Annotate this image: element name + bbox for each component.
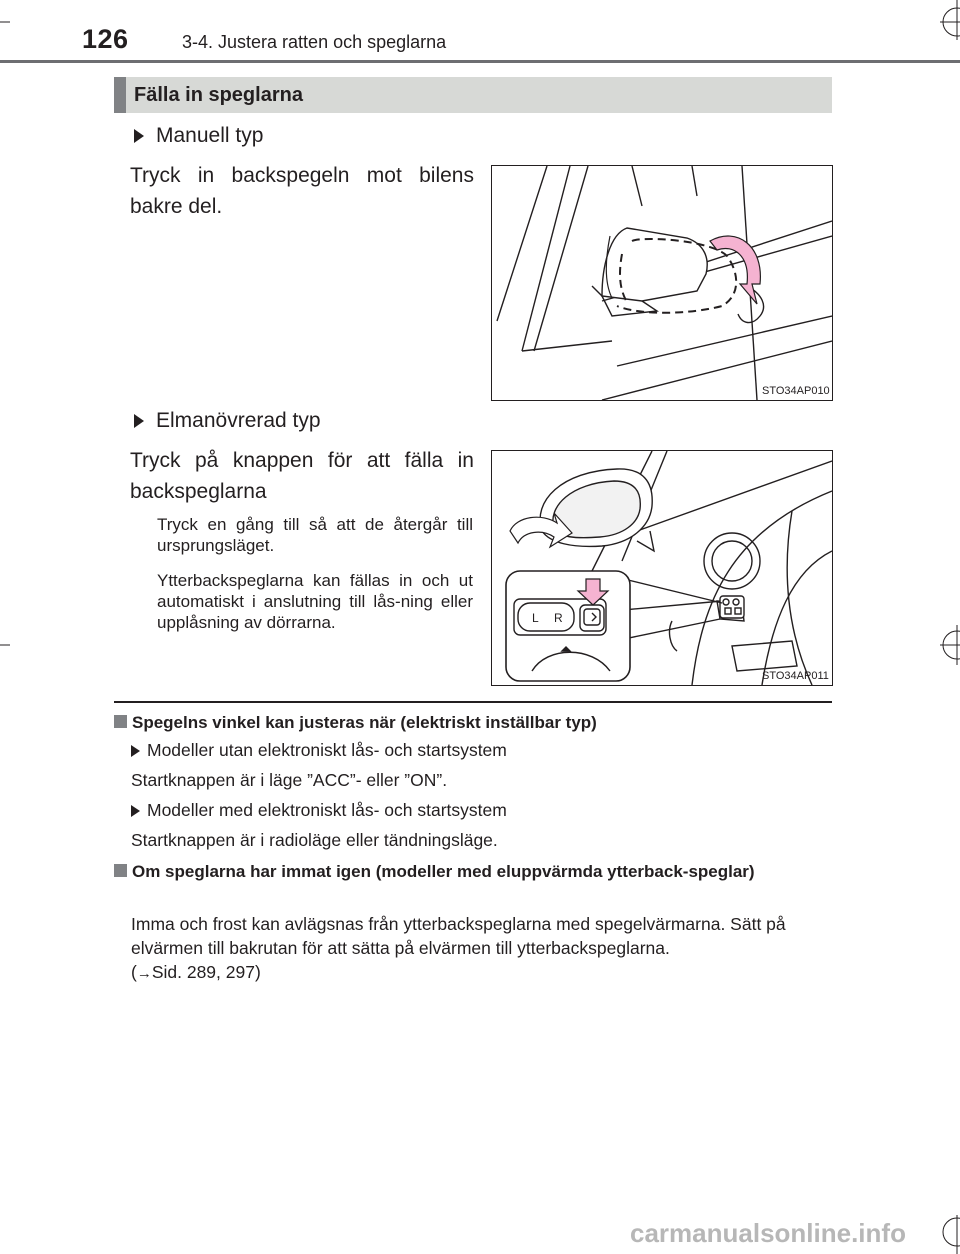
close-paren: ) — [254, 962, 261, 982]
triangle-bullet-icon — [131, 745, 140, 757]
triangle-bullet-icon — [131, 805, 140, 817]
square-bullet-icon — [114, 864, 127, 877]
electric-type-heading-text: Elmanövrerad typ — [156, 409, 321, 432]
model2-heading-text: Modeller med elektroniskt lås- och startsystem — [147, 800, 507, 820]
model2-heading — [131, 798, 507, 822]
model1-heading-text: Modeller utan elektroniskt lås- och startsystem — [147, 740, 507, 760]
section-divider — [114, 701, 832, 703]
fog-note-heading-text: Om speglarna har immat igen (modeller med eluppvärmda ytterback-speglar) — [132, 862, 755, 881]
figure-code-2: STO34AP011 — [762, 670, 829, 682]
electric-mirror-illustration — [492, 451, 832, 685]
figure-manual-mirror — [491, 165, 833, 401]
switch-right-label: R — [554, 611, 563, 625]
electric-type-text: Tryck på knappen för att fälla in backspeglarna — [130, 449, 474, 503]
angle-note-heading — [114, 711, 832, 734]
manual-type-heading — [134, 124, 263, 148]
fog-note-heading — [114, 860, 832, 883]
watermark: carmanualsonline.info — [630, 1218, 906, 1248]
page-number: 126 — [82, 24, 129, 54]
figure-electric-mirror — [491, 450, 833, 686]
chapter-title: 3-4. Justera ratten och speglarna — [182, 32, 447, 52]
manual-type-text: Tryck in backspegeln mot bilens bakre del. — [130, 164, 474, 218]
model1-heading — [131, 738, 507, 762]
angle-note-heading-text: Spegelns vinkel kan justeras när (elektriskt inställbar typ) — [132, 713, 597, 732]
triangle-bullet-icon — [134, 129, 144, 143]
electric-note-2: Ytterbackspeglarna kan fällas in och ut automatiskt i anslutning till lås-ning eller upplåsning av dörrarna. — [157, 571, 473, 632]
fog-note-reference[interactable] — [131, 960, 261, 986]
fog-note-text: Imma och frost kan avlägsnas från ytterbackspeglarna med spegelvärmarna. Sätt på elvärmen till bakrutan för att sätta på elvärmen till ytterbackspeglarna. — [131, 914, 786, 958]
electric-type-heading — [134, 409, 321, 433]
triangle-bullet-icon — [134, 414, 144, 428]
section-banner-accent — [114, 77, 126, 113]
manual-type-heading-text: Manuell typ — [156, 124, 264, 147]
page-reference: Sid. 289, 297 — [151, 962, 255, 982]
figure-code-1: STO34AP010 — [762, 385, 830, 397]
arrow-right-icon: → — [136, 965, 152, 982]
manual-mirror-illustration — [492, 166, 832, 400]
electric-note-1: Tryck en gång till så att de återgår till ursprungsläget. — [157, 515, 473, 555]
switch-left-label: L — [532, 611, 539, 625]
open-paren: ( — [131, 962, 137, 982]
model1-text: Startknappen är i läge ”ACC”- eller ”ON”. — [131, 770, 448, 790]
section-title: Fälla in speglarna — [134, 84, 303, 106]
square-bullet-icon — [114, 715, 127, 728]
model2-text: Startknappen är i radioläge eller tändningsläge. — [131, 830, 498, 850]
